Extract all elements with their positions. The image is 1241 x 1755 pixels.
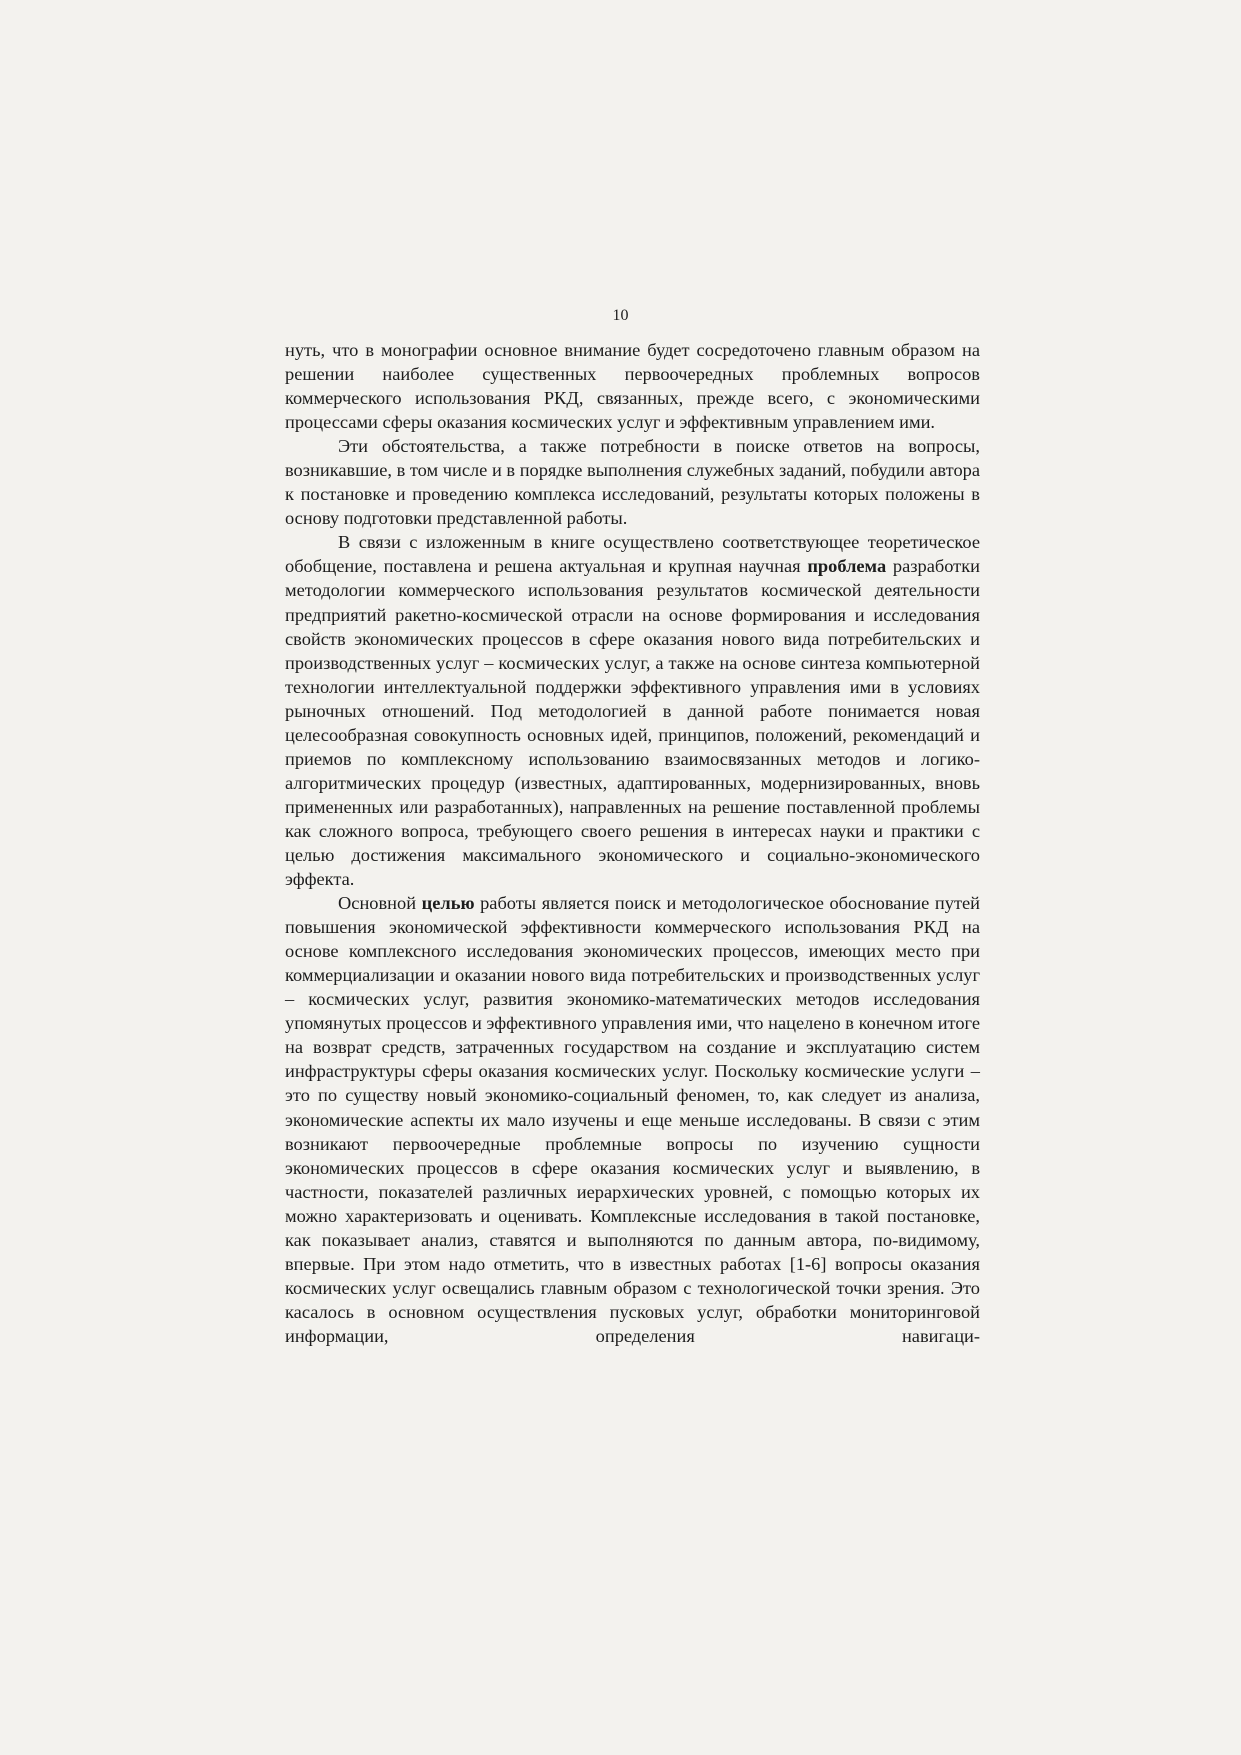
text-column <box>285 338 980 1348</box>
bold-term: целью <box>421 893 475 914</box>
text-segment: Основной <box>338 893 422 914</box>
text-segment: разработки методологии коммерческого использования результатов космической деятельности предприятий ракетно-космической отрасли на основе формирования и исследования свойств экономических процессов в сфере оказания нового вида потребительских и производственных услуг – космических услуг, а также на основе синтеза компьютерной технологии интеллектуальной поддержки эффективного управления ими в условиях рыночных отношений. Под методологией в данной работе понимается новая целесообразная совокупность основных идей, принципов, положений, рекомендаций и приемов по комплексному использованию взаимосвязанных методов и логико-алгоритмических процедур (известных, адаптированных, модернизированных, вновь примененных или разработанных), направленных на решение поставленной проблемы как сложного вопроса, требующего своего решения в интересах науки и практики с целью достижения максимального экономического и социально-экономического эффекта. <box>285 556 980 890</box>
page-number: 10 <box>612 307 629 324</box>
paragraph <box>285 434 980 530</box>
bold-term: проблема <box>807 556 887 577</box>
paragraph <box>285 530 980 891</box>
text-segment: работы является поиск и методологическое обоснование путей повышения экономической эффективности коммерческого использования РКД на основе комплексного исследования экономических процессов, имеющих место при коммерциализации и оказании нового вида потребительских и производственных услуг – космических услуг, развития экономико-математических методов исследования упомянутых процессов и эффективного управления ими, что нацелено в конечном итоге на возврат средств, затраченных государством на создание и эксплуатацию систем инфраструктуры сферы оказания космических услуг. Поскольку космические услуги – это по существу новый экономико-социальный феномен, то, как следует из анализа, экономические аспекты их мало изучены и еще меньше исследованы. В связи с этим возникают первоочередные проблемные вопросы по изучению сущности экономических процессов в сфере оказания космических услуг и выявлению, в частности, показателей различных иерархических уровней, с помощью которых их можно характеризовать и оценивать. Комплексные исследования в такой постановке, как показывает анализ, ставятся и выполняются по данным автора, по-видимому, впервые. При этом надо отметить, что в известных работах [1-6] вопросы оказания космических услуг освещались главным образом с технологической точки зрения. Это касалось в основном осуществления пусковых услуг, обработки мониторинговой информации, определения навигаци- <box>285 893 980 1346</box>
paragraph <box>285 338 980 434</box>
text-segment: В связи с изложенным в книге осуществлено соответствующее теоретическое обобщение, поставлена и решена актуальная и крупная научная <box>285 532 980 577</box>
text-segment: нуть, что в монографии основное внимание будет сосредоточено главным образом на решении наиболее существенных первоочередных проблемных вопросов коммерческого использования РКД, связанных, прежде всего, с экономическими процессами сферы оказания космических услуг и эффективным управлением ими. <box>285 340 980 433</box>
text-segment: Эти обстоятельства, а также потребности в поиске ответов на вопросы, возникавшие, в том числе и в порядке выполнения служебных заданий, побудили автора к постановке и проведению комплекса исследований, результаты которых положены в основу подготовки представленной работы. <box>285 436 980 529</box>
paragraph <box>285 891 980 1348</box>
